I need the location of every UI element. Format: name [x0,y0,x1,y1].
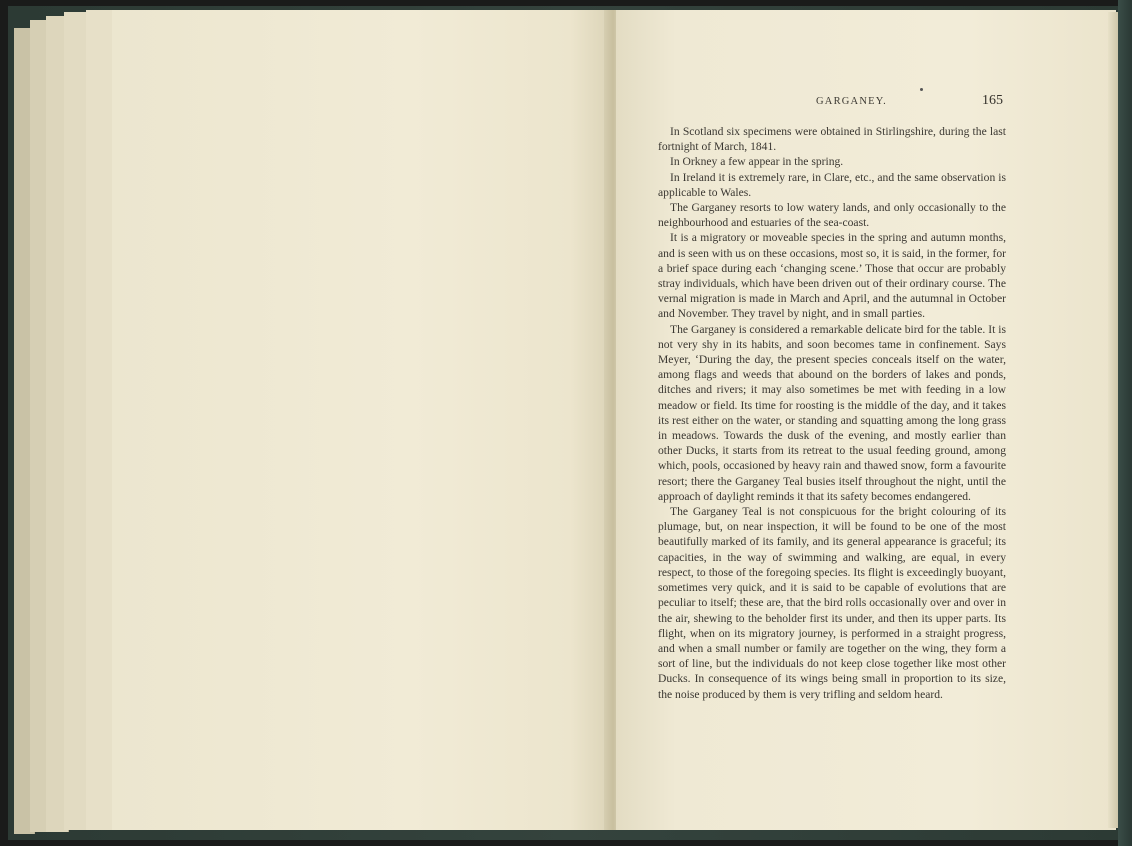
paragraph: In Orkney a few appear in the spring. [670,155,844,169]
paragraph: The Garganey is considered a remarkable delicate bird for the table. It is not very shy in its habits, and soon becomes tame in confinement. Says Meyer, ‘During the day, the present species conceals itself on the water, among flags and weeds that abound on the borders of lakes and ponds, ditches and rivers; it may also sometimes be met with feeding in a low meadow or field. Its time for roosting is the middle of the day, and it takes its rest either on the water, or standing and squatting among the long grass in meadows. Towards the dusk of the evening, and mostly earlier than other Ducks, it starts from its retreat to the usual feeding ground, among which, pools, occasioned by heavy rain and thawed snow, form a favourite resort; there the Garganey Teal busies itself throughout the night, until the approach of daylight reminds it that its safety becomes endangered. [658,322,1006,503]
paragraph: The Garganey resorts to low watery lands, and only occasionally to the neighbourhood and estuaries of the sea-coast. [658,201,1006,230]
paragraph: The Garganey Teal is not conspicuous for the bright colouring of its plumage, but, on near inspection, it will be found to be one of the most beautifully marked of its family, and its general appearance is graceful; its capacities, in the way of swimming and walking, are equal, in every respect, to those of the foregoing species. Its flight is exceedingly buoyant, sometimes very quick, and it is said to be capable of evolutions that are peculiar to itself; these are, that the bird rolls occasionally over and over in the air, shewing to the beholder first its under, and then its upper parts. Its flight, when on its migratory journey, is performed in a straight progress, and when a small number or family are together on the wing, they form a sort of line, but the individuals do not keep close together like most other Ducks. In consequence of its wings being small in proportion to its size, the noise produced by them is very trifling and seldom heard. [658,505,1006,701]
running-head: GARGANEY. [816,96,887,107]
paragraph: It is a migratory or moveable species in the spring and autumn months, and is seen with us on these occasions, most so, it is said, in the former, for a brief space during each ‘changing scene.’ Those that occur are probably stray individuals, which have been driven out of their ordinary course. The vernal migration is made in March and April, and the autumnal in October and November. They travel by night, and in small parties. [658,231,1006,321]
right-page-edge [1108,12,1118,828]
cover-right-edge [1118,0,1132,846]
paragraph: In Scotland six specimens were obtained in Stirlingshire, during the last fortnight of March, 1841. [658,125,1006,154]
page-number: 165 [982,93,1003,108]
paragraph: In Ireland it is extremely rare, in Clare, etc., and the same observation is applicable to Wales. [658,170,1006,199]
ink-speck [920,88,923,91]
left-page [112,10,610,830]
body-text [658,124,1006,702]
